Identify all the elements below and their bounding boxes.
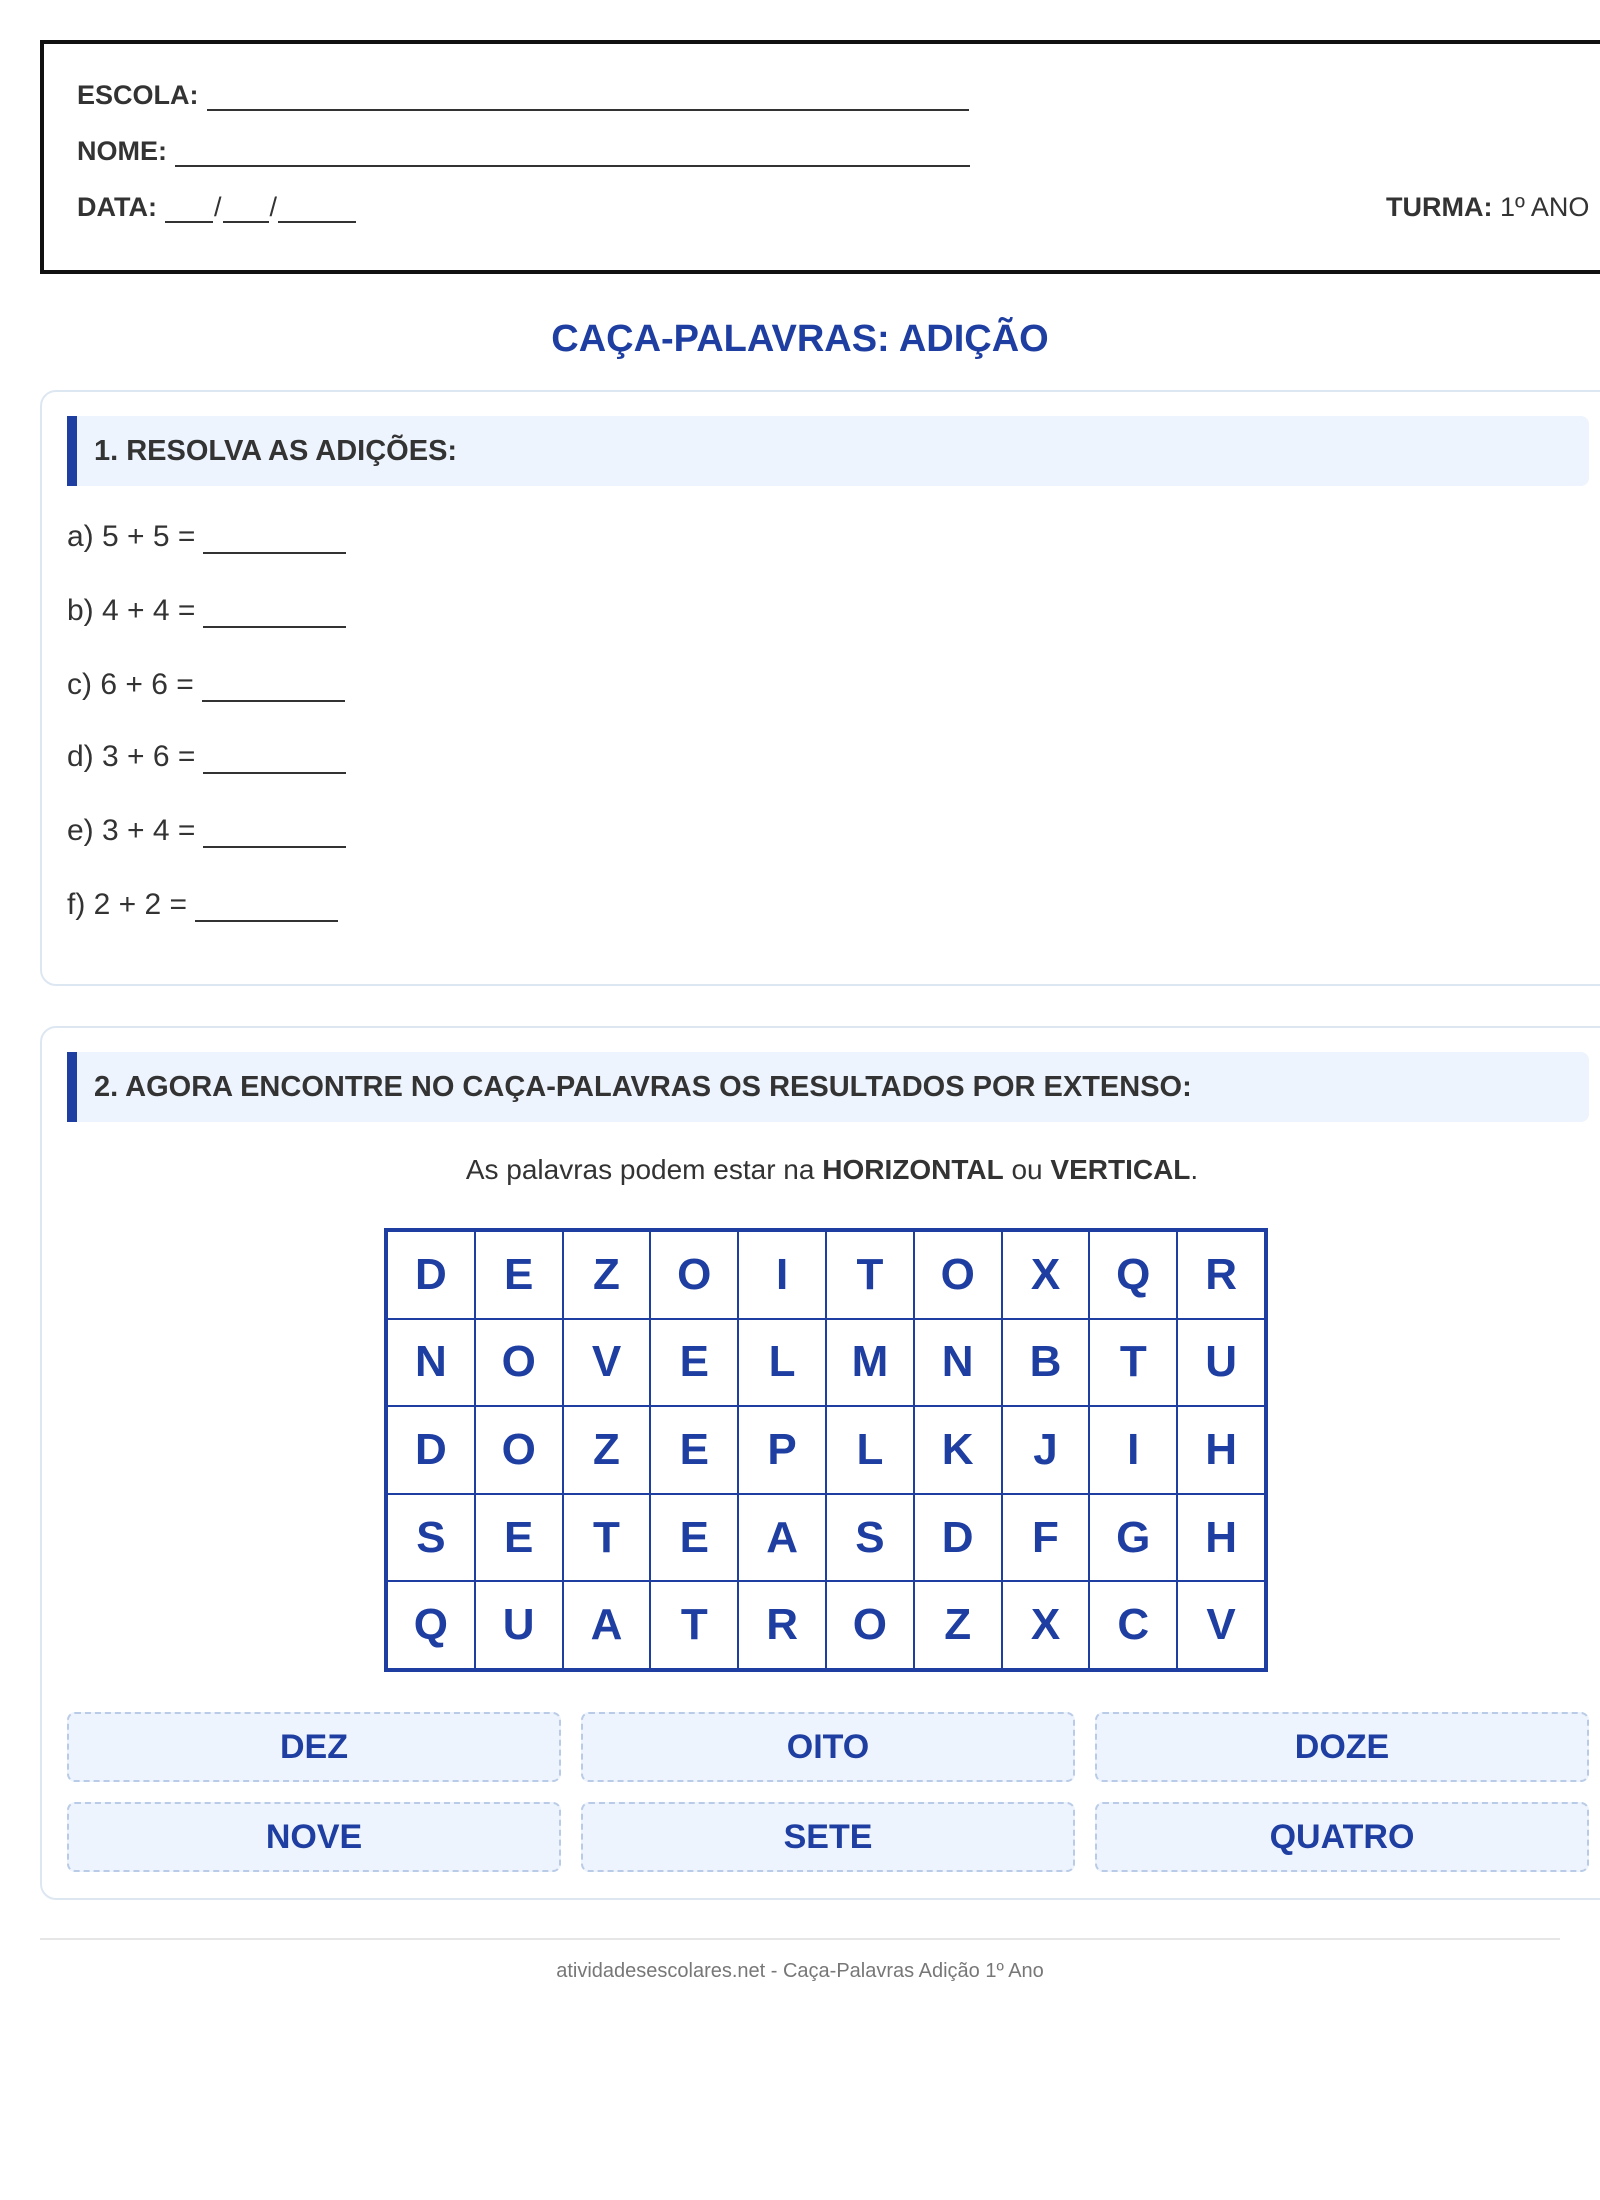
addition-item (67, 740, 346, 774)
header-box (40, 40, 1600, 274)
grid-cell[interactable]: F (1002, 1494, 1090, 1582)
grid-cell[interactable]: O (914, 1231, 1002, 1319)
grid-cell[interactable]: X (1002, 1581, 1090, 1669)
addition-text: a) 5 + 5 = (67, 520, 196, 553)
answer-field[interactable] (202, 672, 345, 702)
turma-label: TURMA: (1386, 192, 1493, 222)
addition-text: b) 4 + 4 = (67, 594, 196, 627)
grid-cell[interactable]: U (475, 1581, 563, 1669)
grid-cell[interactable]: U (1177, 1319, 1265, 1407)
footer-divider (40, 1938, 1560, 1940)
grid-cell[interactable]: L (738, 1319, 826, 1407)
grid-cell[interactable]: A (563, 1581, 651, 1669)
grid-cell[interactable]: T (826, 1231, 914, 1319)
instruction-text: As palavras podem estar na HORIZONTAL ou VERTICAL. (465, 1154, 1199, 1185)
grid-cell[interactable]: E (650, 1319, 738, 1407)
grid-cell[interactable]: B (1002, 1319, 1090, 1407)
answer-field[interactable] (203, 524, 346, 554)
grid-cell[interactable]: R (1177, 1231, 1265, 1319)
grid-cell[interactable]: I (738, 1231, 826, 1319)
word-search-grid (384, 1228, 1268, 1672)
grid-cell[interactable]: G (1089, 1494, 1177, 1582)
escola-field[interactable] (207, 83, 969, 111)
turma-line (1386, 192, 1589, 223)
grid-cell[interactable]: T (1089, 1319, 1177, 1407)
nome-label: NOME: (77, 136, 167, 166)
grid-cell[interactable]: P (738, 1406, 826, 1494)
grid-cell[interactable]: N (387, 1319, 475, 1407)
addition-item (67, 594, 346, 628)
grid-cell[interactable]: R (738, 1581, 826, 1669)
word-chip: QUATRO (1095, 1802, 1589, 1872)
nome-line (77, 136, 970, 167)
grid-cell[interactable]: V (1177, 1581, 1265, 1669)
grid-cell[interactable]: X (1002, 1231, 1090, 1319)
date-separator: / (213, 192, 222, 222)
data-line (77, 192, 356, 223)
grid-cell[interactable]: E (650, 1494, 738, 1582)
answer-field[interactable] (195, 892, 338, 922)
grid-cell[interactable]: S (826, 1494, 914, 1582)
grid-cell[interactable]: D (914, 1494, 1002, 1582)
nome-field[interactable] (175, 139, 970, 167)
grid-cell[interactable]: V (563, 1319, 651, 1407)
date-year-field[interactable] (278, 195, 356, 223)
grid-cell[interactable]: C (1089, 1581, 1177, 1669)
grid-cell[interactable]: Z (563, 1231, 651, 1319)
page-title: CAÇA-PALAVRAS: ADIÇÃO (551, 318, 1049, 360)
answer-field[interactable] (203, 744, 346, 774)
addition-item (67, 520, 346, 554)
word-chip: DOZE (1095, 1712, 1589, 1782)
addition-text: d) 3 + 6 = (67, 740, 196, 773)
date-day-field[interactable] (165, 195, 213, 223)
grid-cell[interactable]: D (387, 1231, 475, 1319)
section-heading: 1. RESOLVA AS ADIÇÕES: (67, 416, 1589, 486)
section-additions (40, 390, 1600, 986)
grid-cell[interactable]: H (1177, 1494, 1265, 1582)
word-bank (67, 1712, 1589, 1872)
data-label: DATA: (77, 192, 157, 222)
turma-value: 1º ANO (1492, 192, 1590, 222)
grid-cell[interactable]: Q (1089, 1231, 1177, 1319)
section-word-search (40, 1026, 1600, 1900)
grid-cell[interactable]: T (650, 1581, 738, 1669)
grid-cell[interactable]: J (1002, 1406, 1090, 1494)
grid-cell[interactable]: A (738, 1494, 826, 1582)
date-month-field[interactable] (223, 195, 269, 223)
grid-cell[interactable]: H (1177, 1406, 1265, 1494)
grid-cell[interactable]: L (826, 1406, 914, 1494)
escola-label: ESCOLA: (77, 80, 199, 110)
answer-field[interactable] (203, 818, 346, 848)
grid-cell[interactable]: O (650, 1231, 738, 1319)
grid-cell[interactable]: Z (563, 1406, 651, 1494)
grid-cell[interactable]: Z (914, 1581, 1002, 1669)
grid-cell[interactable]: O (475, 1319, 563, 1407)
section-heading: 2. AGORA ENCONTRE NO CAÇA-PALAVRAS OS RESULTADOS POR EXTENSO: (67, 1052, 1589, 1122)
grid-cell[interactable]: N (914, 1319, 1002, 1407)
grid-cell[interactable]: I (1089, 1406, 1177, 1494)
grid-cell[interactable]: M (826, 1319, 914, 1407)
grid-cell[interactable]: S (387, 1494, 475, 1582)
addition-text: e) 3 + 4 = (67, 814, 196, 847)
grid-cell[interactable]: K (914, 1406, 1002, 1494)
grid-cell[interactable]: E (475, 1494, 563, 1582)
addition-text: f) 2 + 2 = (67, 888, 188, 921)
word-chip: DEZ (67, 1712, 561, 1782)
footer-text: atividadesescolares.net - Caça-Palavras Adição 1º Ano (556, 1960, 1044, 1982)
grid-cell[interactable]: O (475, 1406, 563, 1494)
grid-cell[interactable]: T (563, 1494, 651, 1582)
word-chip: SETE (581, 1802, 1075, 1872)
escola-line (77, 80, 969, 111)
addition-item (67, 888, 338, 922)
addition-text: c) 6 + 6 = (67, 668, 194, 701)
grid-cell[interactable]: O (826, 1581, 914, 1669)
grid-cell[interactable]: D (387, 1406, 475, 1494)
answer-field[interactable] (203, 598, 346, 628)
addition-item (67, 814, 346, 848)
grid-cell[interactable]: E (650, 1406, 738, 1494)
word-chip: NOVE (67, 1802, 561, 1872)
date-separator: / (269, 192, 278, 222)
addition-item (67, 668, 345, 702)
word-chip: OITO (581, 1712, 1075, 1782)
grid-cell[interactable]: E (475, 1231, 563, 1319)
grid-cell[interactable]: Q (387, 1581, 475, 1669)
